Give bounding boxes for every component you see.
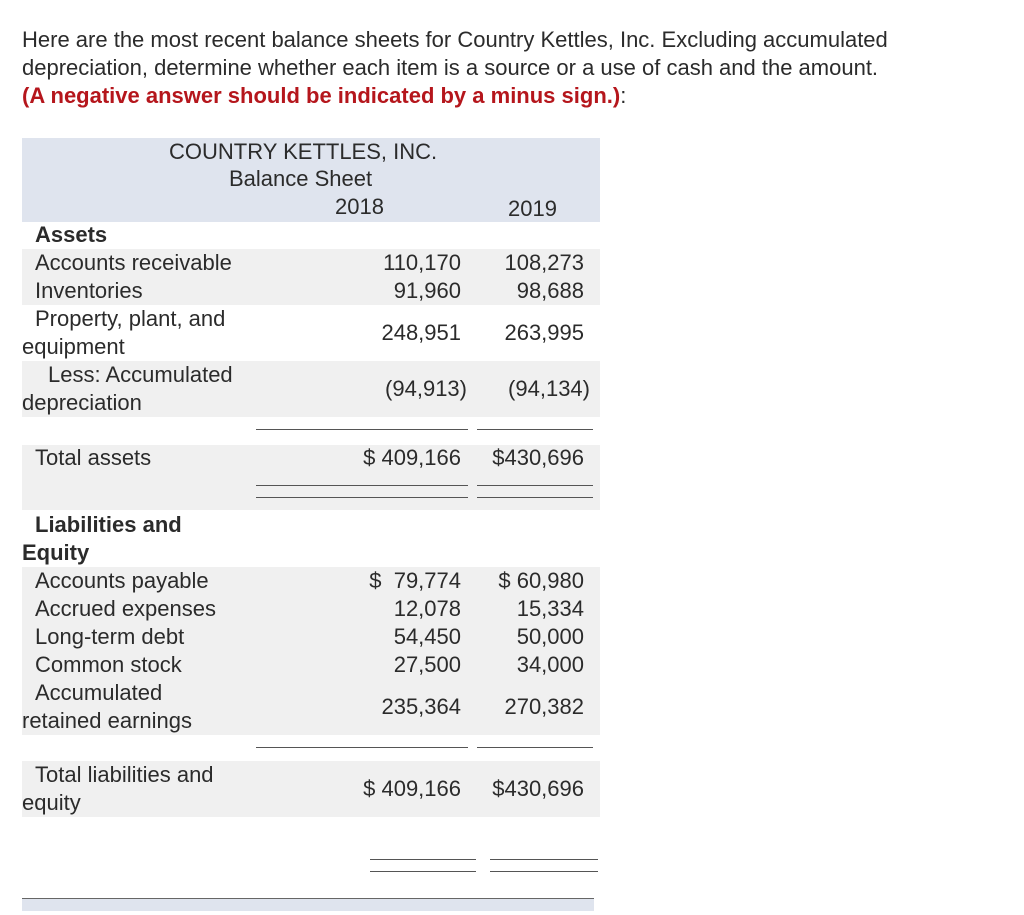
value-ap-2019: $ 60,980 bbox=[498, 568, 584, 593]
final-rule-a-2019 bbox=[490, 859, 598, 860]
value-dep-2018: (94,913) bbox=[385, 376, 467, 401]
value-total-assets-2018: $ 409,166 bbox=[363, 445, 461, 470]
label-ppe-line1: Property, plant, and bbox=[35, 306, 226, 331]
intro-colon: : bbox=[620, 83, 627, 108]
label-total-liabilities-line1: Total liabilities and bbox=[35, 762, 214, 787]
negative-sign-instruction: (A negative answer should be indicated by a minus sign.) bbox=[22, 83, 621, 108]
label-inventories: Inventories bbox=[35, 278, 143, 303]
liabilities-heading-line2: Equity bbox=[22, 540, 90, 565]
value-ar-2018: 110,170 bbox=[383, 250, 461, 275]
band-double-rule bbox=[22, 474, 600, 510]
answer-table-header bbox=[22, 898, 594, 911]
label-common-stock: Common stock bbox=[35, 652, 182, 677]
label-depreciation-line2: depreciation bbox=[22, 390, 142, 415]
total-rule-a-2018 bbox=[256, 485, 468, 486]
label-accounts-payable: Accounts payable bbox=[35, 568, 209, 593]
label-retained-earnings-line1: Accumulated bbox=[35, 680, 163, 705]
subtotal-rule-2018 bbox=[256, 429, 468, 430]
value-re-2018: 235,364 bbox=[381, 694, 461, 719]
column-header-2018: 2018 bbox=[335, 194, 384, 219]
value-inv-2018: 91,960 bbox=[393, 278, 461, 303]
label-accrued-expenses: Accrued expenses bbox=[35, 596, 216, 621]
assets-heading: Assets bbox=[35, 222, 108, 247]
value-ae-2019: 15,334 bbox=[516, 596, 584, 621]
intro-line-2: depreciation, determine whether each item is a source or a use of cash and the amount. bbox=[22, 55, 879, 80]
sheet-title: Balance Sheet bbox=[229, 166, 373, 191]
balance-sheet-table bbox=[22, 138, 600, 818]
final-rule-a-2018 bbox=[370, 859, 476, 860]
value-cs-2019: 34,000 bbox=[516, 652, 584, 677]
label-total-liabilities-line2: equity bbox=[22, 790, 81, 815]
final-rule-b-2018 bbox=[370, 871, 476, 872]
value-ltd-2019: 50,000 bbox=[516, 624, 584, 649]
subtotal-rule-liab-2019 bbox=[477, 747, 593, 748]
value-total-liab-2019: $430,696 bbox=[492, 776, 584, 801]
total-rule-b-2018 bbox=[256, 497, 468, 498]
intro-line-3 bbox=[22, 82, 1002, 110]
label-retained-earnings-line2: retained earnings bbox=[22, 708, 193, 733]
value-total-assets-2019: $430,696 bbox=[492, 445, 584, 470]
intro-line-1: Here are the most recent balance sheets for Country Kettles, Inc. Excluding accumulated bbox=[22, 27, 888, 52]
question-text bbox=[22, 26, 1002, 110]
value-cs-2018: 27,500 bbox=[393, 652, 461, 677]
value-ar-2019: 108,273 bbox=[504, 250, 584, 275]
column-header-2019: 2019 bbox=[508, 196, 557, 221]
value-inv-2019: 98,688 bbox=[516, 278, 584, 303]
label-ppe-line2: equipment bbox=[22, 334, 125, 359]
value-total-liab-2018: $ 409,166 bbox=[363, 776, 461, 801]
liabilities-heading-line1: Liabilities and bbox=[35, 512, 182, 537]
total-rule-a-2019 bbox=[477, 485, 593, 486]
value-ppe-2019: 263,995 bbox=[504, 320, 584, 345]
label-depreciation-line1: Less: Accumulated bbox=[48, 362, 233, 387]
company-name: COUNTRY KETTLES, INC. bbox=[169, 139, 438, 164]
subtotal-rule-liab-2018 bbox=[256, 747, 468, 748]
label-accounts-receivable: Accounts receivable bbox=[35, 250, 232, 275]
value-dep-2019: (94,134) bbox=[508, 376, 590, 401]
value-ltd-2018: 54,450 bbox=[393, 624, 461, 649]
final-rule-b-2019 bbox=[490, 871, 598, 872]
total-rule-b-2019 bbox=[477, 497, 593, 498]
value-ppe-2018: 248,951 bbox=[381, 320, 461, 345]
label-total-assets: Total assets bbox=[35, 445, 152, 470]
value-re-2019: 270,382 bbox=[504, 694, 584, 719]
value-ae-2018: 12,078 bbox=[393, 596, 461, 621]
label-long-term-debt: Long-term debt bbox=[35, 624, 185, 649]
value-ap-2018: $ 79,774 bbox=[369, 568, 461, 593]
subtotal-rule-2019 bbox=[477, 429, 593, 430]
